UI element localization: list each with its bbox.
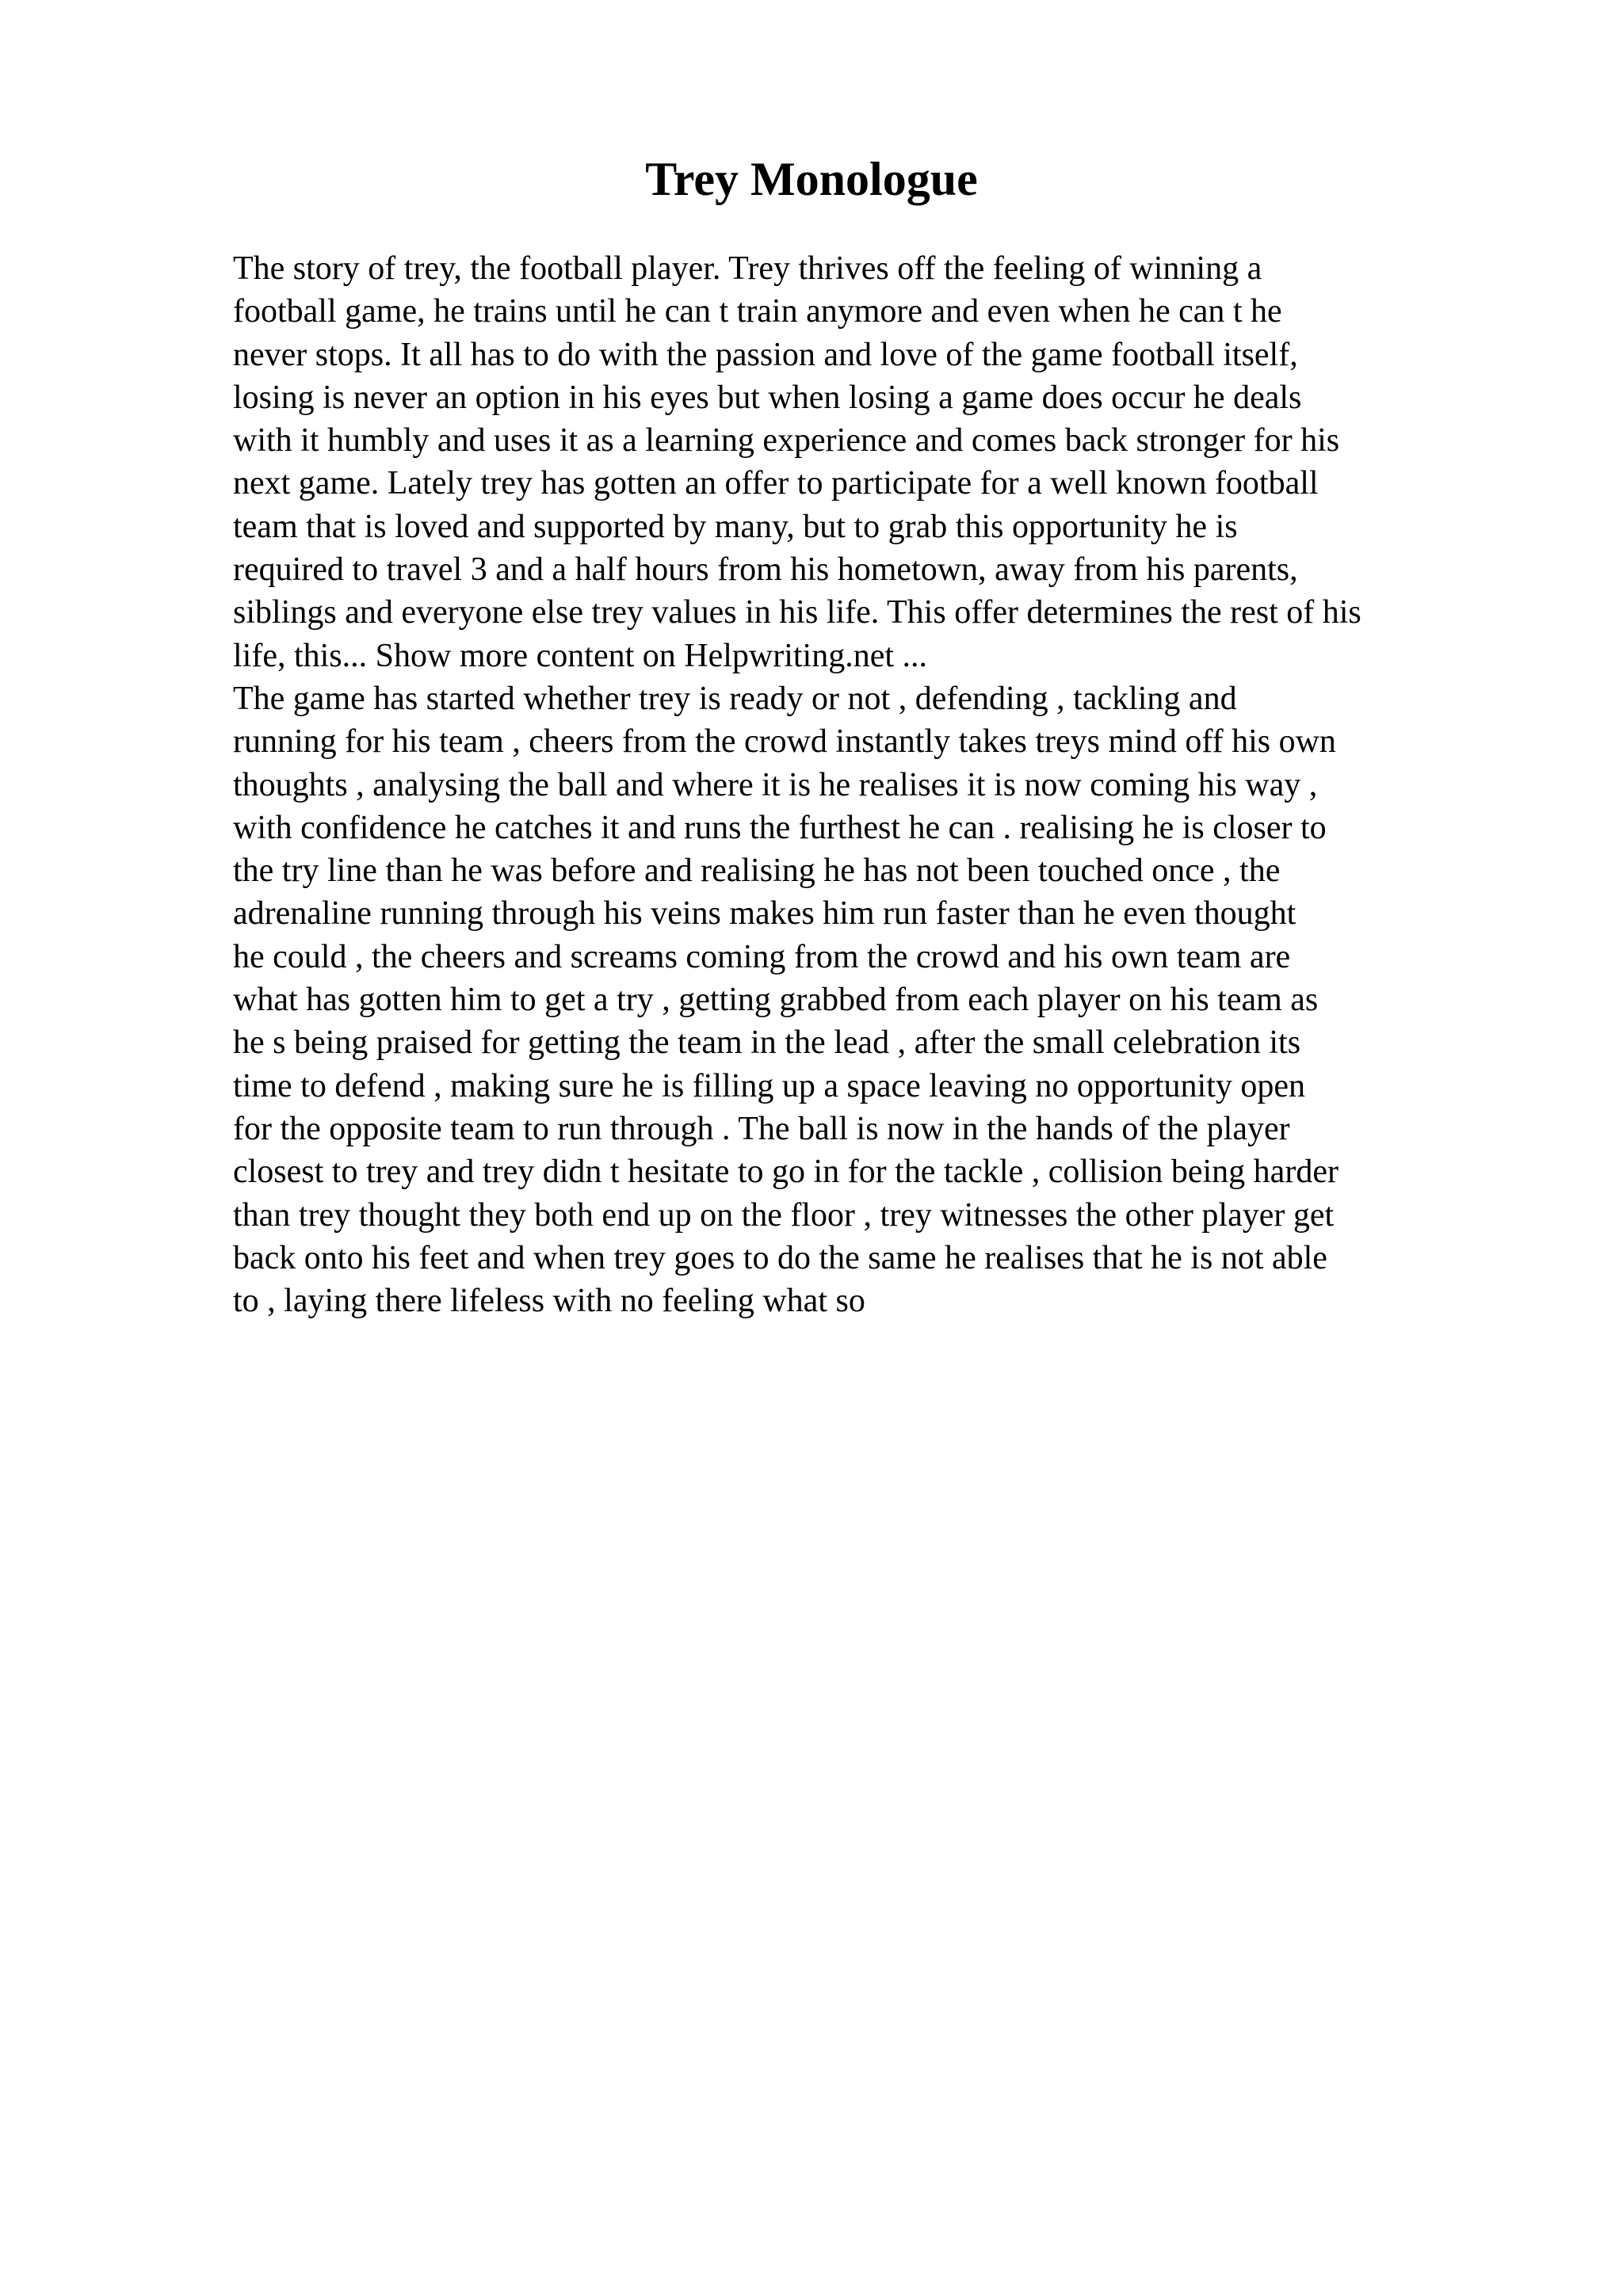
text-line: team that is loved and supported by many, but to grab this opportunity he is — [233, 508, 1238, 545]
text-line: thoughts , analysing the ball and where it is he realises it is now coming his way , — [233, 766, 1318, 803]
text-line: what has gotten him to get a try , getting grabbed from each player on his team as — [233, 982, 1319, 1019]
text-line: adrenaline running through his veins makes him run faster than he even thought — [233, 895, 1296, 933]
text-line: than trey thought they both end up on the floor , trey witnesses the other player get — [233, 1196, 1335, 1234]
document-title: Trey Monologue — [645, 153, 978, 205]
text-line: The game has started whether trey is ready or not , defending , tackling and — [233, 680, 1237, 717]
text-line: losing is never an option in his eyes but when losing a game does occur he deals — [233, 379, 1302, 416]
text-line: for the opposite team to run through . The ball is now in the hands of the player — [233, 1110, 1290, 1147]
text-line: he s being praised for getting the team in the lead , after the small celebration its — [233, 1024, 1301, 1062]
text-line: to , laying there lifeless with no feeling what so — [233, 1283, 865, 1320]
text-line: football game, he trains until he can t train anymore and even when he can t he — [233, 293, 1282, 330]
text-line: the try line than he was before and realising he has not been touched once , the — [233, 852, 1281, 890]
text-line: he could , the cheers and screams coming from the crowd and his own team are — [233, 938, 1291, 975]
text-line: never stops. It all has to do with the passion and love of the game football itself, — [233, 336, 1298, 373]
text-line: next game. Lately trey has gotten an offer to participate for a well known football — [233, 465, 1319, 502]
text-line: siblings and everyone else trey values in his life. This offer determines the rest of his — [233, 594, 1361, 631]
text-line: with confidence he catches it and runs the furthest he can . realising he is closer to — [233, 809, 1327, 846]
text-line: required to travel 3 and a half hours from his hometown, away from his parents, — [233, 551, 1298, 589]
document-body — [233, 247, 1501, 1322]
text-line: closest to trey and trey didn t hesitate to go in for the tackle , collision being harder — [233, 1154, 1338, 1191]
text-line: The story of trey, the football player. Trey thrives off the feeling of winning a — [233, 250, 1262, 287]
text-line: running for his team , cheers from the crowd instantly takes treys mind off his own — [233, 723, 1336, 761]
text-line: life, this... Show more content on Helpwriting.net ... — [233, 637, 928, 674]
text-line: back onto his feet and when trey goes to do the same he realises that he is not able — [233, 1239, 1327, 1276]
text-line: with it humbly and uses it as a learning experience and comes back stronger for his — [233, 422, 1340, 460]
text-line: time to defend , making sure he is filling up a space leaving no opportunity open — [233, 1067, 1306, 1104]
